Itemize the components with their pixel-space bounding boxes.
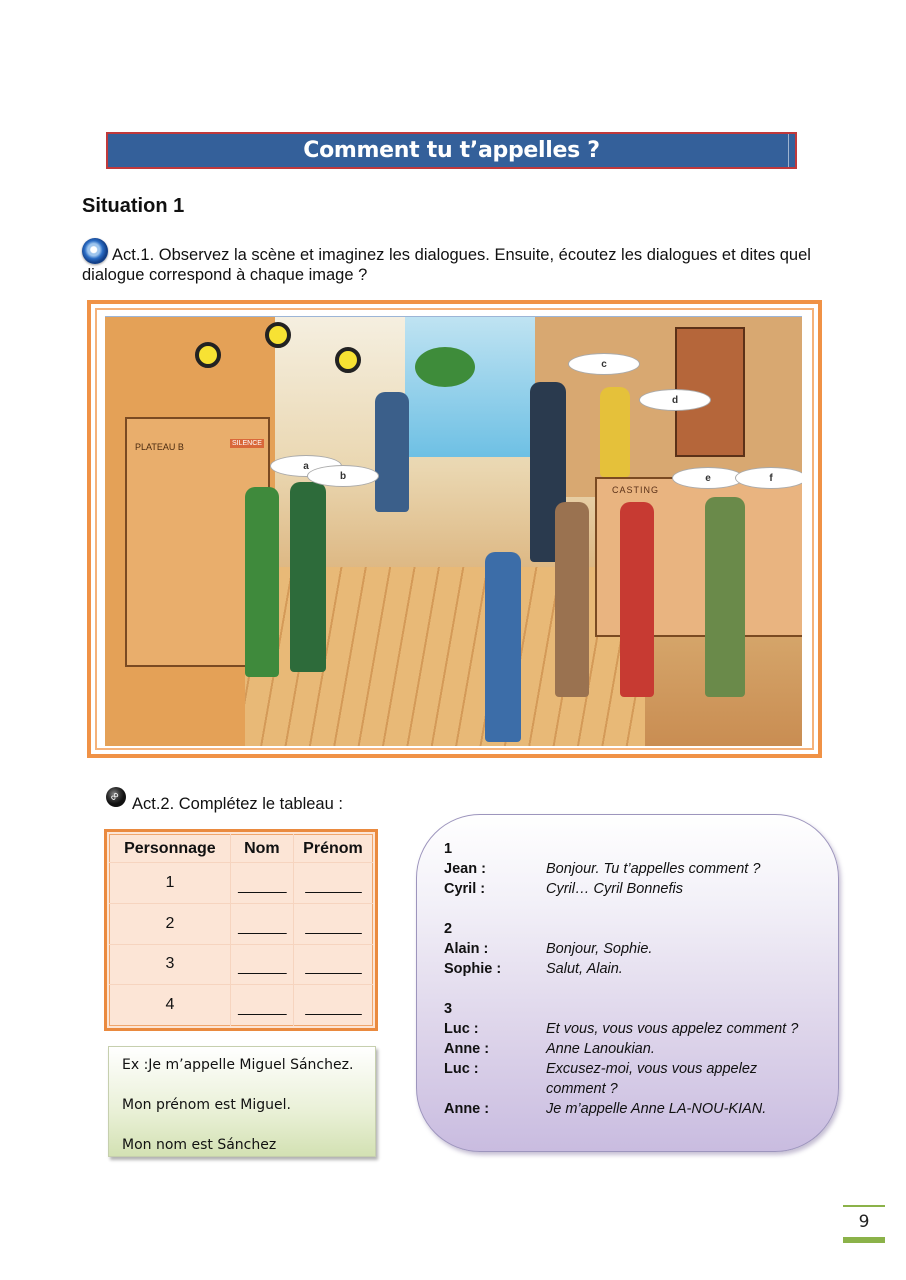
- utterance: Bonjour. Tu t’appelles comment ?: [546, 861, 761, 877]
- cell-nom-blank[interactable]: ______: [230, 985, 293, 1026]
- dialogue-line: [444, 1099, 812, 1119]
- speaker: Jean :: [444, 861, 486, 877]
- dialogue-line: [444, 1059, 812, 1099]
- speaker: Cyril :: [444, 881, 486, 897]
- table-row: [110, 944, 373, 985]
- spacer: [444, 979, 812, 999]
- dialogue-line: [444, 859, 812, 879]
- studio-light-icon: [195, 342, 221, 368]
- scene-sky: [405, 317, 545, 457]
- speaker: Alain :: [444, 941, 489, 957]
- dialogue-number: 3: [444, 1001, 453, 1017]
- cell-nom-blank[interactable]: ______: [230, 903, 293, 944]
- casting-sign: CASTING: [612, 485, 660, 495]
- illustration-frame: [87, 300, 822, 758]
- character-figure: [245, 487, 279, 677]
- dialogue-line: [444, 959, 812, 979]
- utterance: Cyril… Cyril Bonnefis: [546, 881, 683, 897]
- cell-prenom-blank[interactable]: _______: [293, 863, 372, 904]
- plateau-sign: PLATEAU B: [135, 442, 184, 452]
- activity-2-instruction: [106, 787, 343, 814]
- dialogue-line: [444, 879, 812, 899]
- speech-bubble-b: b: [307, 465, 379, 487]
- character-figure: [620, 502, 654, 697]
- speech-bubble-f: f: [735, 467, 802, 489]
- cell-prenom-blank[interactable]: _______: [293, 944, 372, 985]
- page-number: [843, 1205, 885, 1243]
- page-number-text: 9: [858, 1212, 870, 1232]
- speaker: Anne :: [444, 1101, 490, 1117]
- table-row: [110, 903, 373, 944]
- example-box: [108, 1046, 376, 1157]
- studio-light-icon: [335, 347, 361, 373]
- film-studio-illustration: [105, 316, 802, 746]
- dialogue-line: [444, 1019, 812, 1039]
- header-prenom: Prénom: [293, 835, 372, 863]
- utterance: Excusez-moi, vous vous appelez comment ?: [546, 1061, 758, 1097]
- dialogue-line: [444, 939, 812, 959]
- table-row: [110, 863, 373, 904]
- page-title: Comment tu t’appelles ?: [303, 138, 600, 163]
- speaker: Anne :: [444, 1041, 490, 1057]
- banner-divider: [788, 134, 789, 167]
- cell-personnage: 1: [110, 863, 231, 904]
- link-icon[interactable]: [106, 787, 126, 807]
- utterance: Et vous, vous vous appelez comment ?: [546, 1021, 799, 1037]
- dialogue-number: 2: [444, 921, 453, 937]
- example-line: Mon prénom est Miguel.: [122, 1097, 291, 1113]
- character-figure: [290, 482, 326, 672]
- cell-prenom-blank[interactable]: _______: [293, 903, 372, 944]
- title-banner: [106, 132, 797, 169]
- cell-nom-blank[interactable]: ______: [230, 944, 293, 985]
- page-number-bar: [843, 1237, 885, 1243]
- cell-personnage: 2: [110, 903, 231, 944]
- character-figure: [705, 497, 745, 697]
- header-nom: Nom: [230, 835, 293, 863]
- cell-nom-blank[interactable]: ______: [230, 863, 293, 904]
- spacer: [444, 899, 812, 919]
- table-header-row: [110, 835, 373, 863]
- activity-2-text: Act.2. Complétez le tableau :: [132, 795, 343, 813]
- activity-1-instruction: [82, 238, 812, 285]
- name-table: [104, 829, 378, 1031]
- cell-personnage: 3: [110, 944, 231, 985]
- audio-cd-icon[interactable]: [82, 238, 108, 264]
- speaker: Sophie :: [444, 961, 502, 977]
- cell-personnage: 4: [110, 985, 231, 1026]
- activity-1-text: Act.1. Observez la scène et imaginez les dialogues. Ensuite, écoutez les dialogues et dites quel dialogue correspond à chaque image ?: [82, 246, 811, 284]
- scene-palm: [415, 347, 475, 387]
- speech-bubble-a: a: [270, 455, 342, 477]
- character-figure: [485, 552, 521, 742]
- speech-bubble-e: e: [672, 467, 744, 489]
- dialogue-line: [444, 1039, 812, 1059]
- utterance: Je m’appelle Anne LA-NOU-KIAN.: [546, 1101, 767, 1117]
- studio-light-icon: [265, 322, 291, 348]
- dialogues-box: [416, 814, 839, 1152]
- utterance: Salut, Alain.: [546, 961, 623, 977]
- speaker: Luc :: [444, 1021, 479, 1037]
- speech-bubble-d: d: [639, 389, 711, 411]
- table-row: [110, 985, 373, 1026]
- character-figure: [555, 502, 589, 697]
- speech-bubble-c: c: [568, 353, 640, 375]
- example-line: Mon nom est Sánchez: [122, 1137, 277, 1153]
- example-line: Ex :Je m’appelle Miguel Sánchez.: [122, 1057, 354, 1073]
- speaker: Luc :: [444, 1061, 479, 1077]
- cell-prenom-blank[interactable]: _______: [293, 985, 372, 1026]
- character-figure: [600, 387, 630, 477]
- utterance: Anne Lanoukian.: [546, 1041, 655, 1057]
- dialogue-number: 1: [444, 841, 453, 857]
- header-personnage: Personnage: [124, 839, 216, 857]
- character-figure: [375, 392, 409, 512]
- silence-sign: SILENCE: [232, 440, 262, 447]
- situation-heading: Situation 1: [82, 195, 185, 217]
- utterance: Bonjour, Sophie.: [546, 941, 653, 957]
